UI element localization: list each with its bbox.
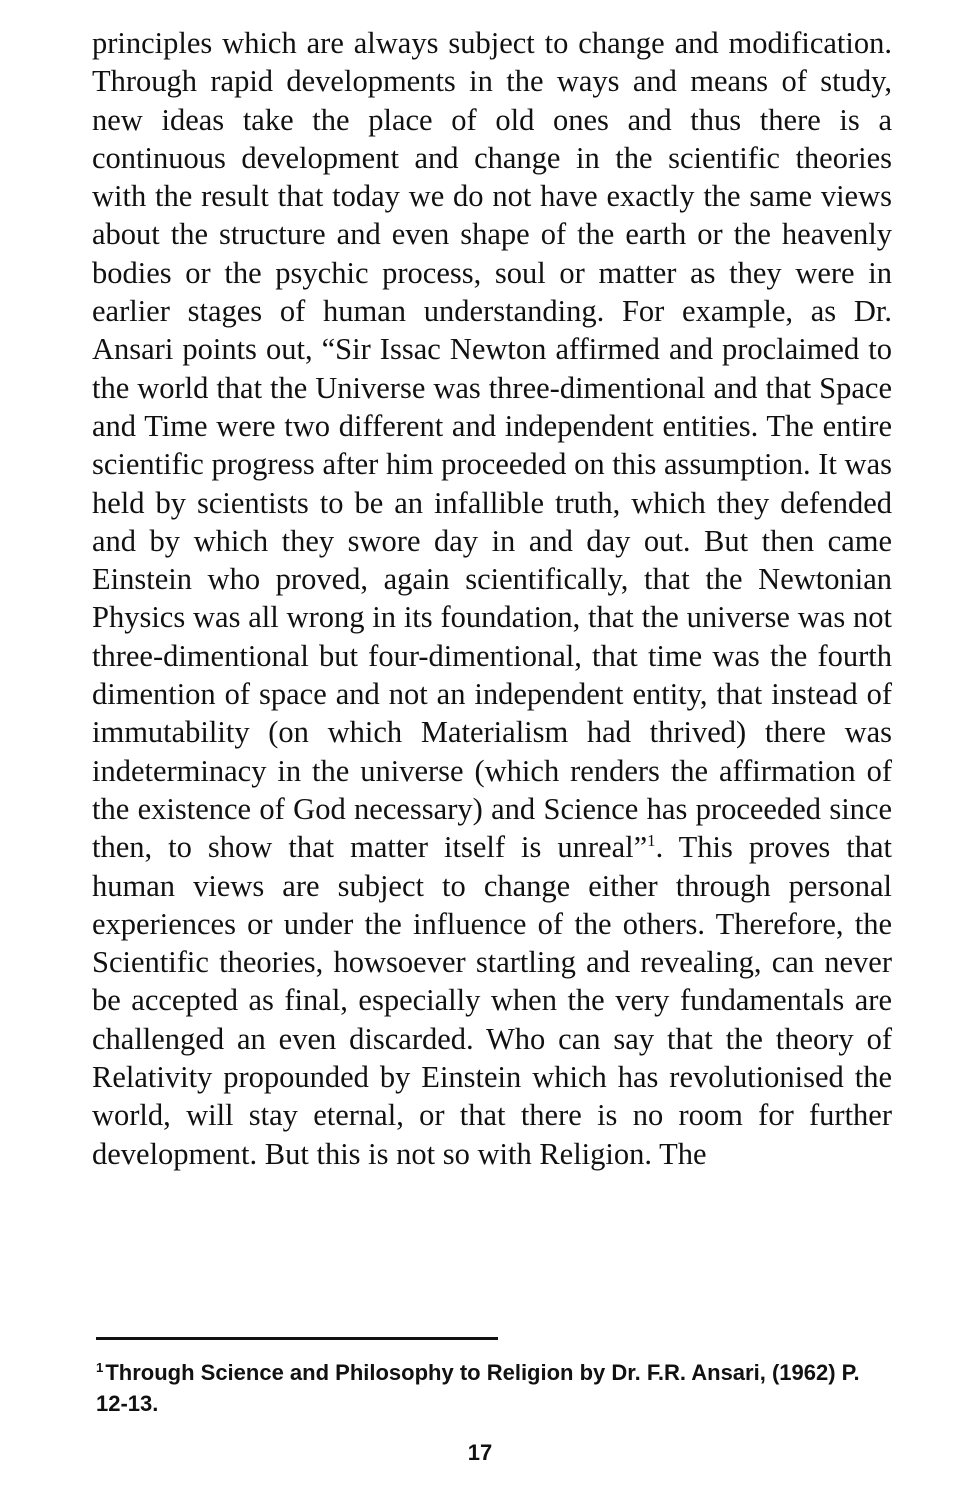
footnote-divider — [96, 1337, 498, 1340]
footnote-reference: 1 — [647, 831, 656, 851]
footnote-text: Through Science and Philosophy to Religion by Dr. F.R. Ansari, (1962) P. 12-13. — [96, 1360, 860, 1416]
footnote-marker: 1 — [96, 1359, 104, 1375]
page-number: 17 — [467, 1440, 493, 1465]
body-text-before-note: principles which are always subject to change and modification. Through rapid developments in the ways and means of study, new ideas take the place of old ones and thus there is a continuous development and change in the scientific theories with the result that today we do not have exactly the same views about the structure and even shape of the earth or the heavenly bodies or the psychic process, soul or matter as they were in earlier stages of human understanding. For example, as Dr. Ansari points out, “Sir Issac Newton affirmed and proclaimed to the world that the Universe was three-dimentional and that Space and Time were two different and independent entities. The entire scientific progress after him proceeded on this assumption. It was held by scientists to be an infallible truth, which they defended and by which they swore day in and day out. But then came Einstein who proved, again scientifically, that the Newtonian Physics was all wrong in its foundation, that the universe was not three-dimentional but four-dimentional, that time was the fourth dimention of space and not an independent entity, that instead of immutability (on which Materialism had thrived) there was indeterminacy in the universe (which renders the affirmation of the existence of God necessary) and Science has proceeded since then, to show that matter itself is unreal” — [92, 26, 892, 865]
footnote — [96, 1357, 896, 1419]
body-paragraph — [92, 24, 892, 1173]
body-text-after-note: . This proves that human views are subject to change either through personal experiences or under the influence of the others. Therefore, the Scientific theories, howsoever startling and revealing, can never be accepted as final, especially when the very fundamentals are challenged an even discarded. Who can say that the theory of Relativity propounded by Einstein which has revolutionised the world, will stay eternal, or that there is no room for further development. But this is not so with Religion. The — [92, 830, 892, 1171]
